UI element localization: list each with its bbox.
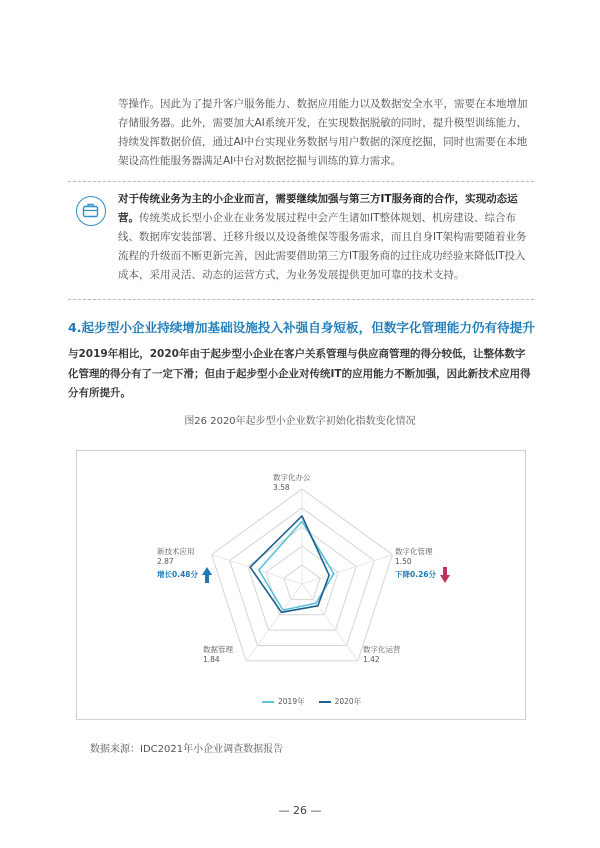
- data-source: 数据来源：IDC2021年小企业调查数据报告: [90, 744, 284, 755]
- axis-label-data: [203, 645, 233, 665]
- axis-value: 2.87: [157, 557, 174, 566]
- legend-label: 2020年: [334, 697, 362, 706]
- chart-legend: [262, 696, 361, 707]
- section-body: 与2019年相比，2020年由于起步型小企业在客户关系管理与供应商管理的得分较低，让整体数字化管理的得分有了一定下滑；但由于起步型小企业对传统IT的应用能力不断加强，因此新技术应用得分有所提升。: [68, 348, 531, 399]
- section-heading: 4.起步型小企业持续增加基础设施投入补强自身短板，但数字化管理能力仍有待提升: [68, 320, 535, 335]
- axis-name: 数字化管理: [395, 547, 433, 556]
- change-badge: 增长0.48分: [157, 570, 199, 579]
- radar-axis-line: [212, 555, 302, 584]
- axis-name: 数据管理: [203, 645, 233, 654]
- axis-name: 数字化办公: [273, 473, 311, 482]
- radar-series-2020: [250, 516, 329, 612]
- arrow-up-icon: [202, 567, 212, 583]
- axis-value: 1.50: [395, 557, 412, 566]
- radar-axis-line: [302, 555, 392, 584]
- intro-paragraph: 等操作。因此为了提升客户服务能力、数据应用能力以及数据安全水平，需要在本地增加存储服务器。此外，需要加大AI系统开发，在实现数据脱敏的同时，提升模型训练能力，持续发挥数据价值，通过AI中台实现业务数据与用户数据的深度挖掘，同时也需要在本地架设高性能服务器满足AI中台对数据挖掘与训练的算力需求。: [118, 98, 528, 167]
- axis-value: 3.58: [273, 483, 290, 492]
- legend-item-2019: [262, 696, 305, 707]
- axis-label-office: [273, 473, 311, 493]
- axis-label-operations: [363, 645, 401, 665]
- page-number: — 26 —: [278, 804, 322, 817]
- axis-name: 数字化运营: [363, 645, 401, 654]
- legend-swatch: [262, 701, 274, 703]
- axis-name: 新技术应用: [157, 547, 195, 556]
- change-badge: 下降0.26分: [395, 570, 437, 579]
- figure-title: 图26 2020年起步型小企业数字初始化指数变化情况: [184, 416, 416, 427]
- legend-item-2020: [319, 696, 362, 707]
- callout-top-divider: [68, 181, 534, 182]
- legend-label: 2019年: [278, 697, 305, 706]
- radar-chart: [76, 450, 526, 720]
- axis-label-newtech: [157, 547, 212, 583]
- radar-axis-line: [302, 584, 358, 661]
- callout-bold-text: 对于传统业务为主的小企业而言，需要继续加强与第三方IT服务商的合作，实现动态运营。: [118, 193, 518, 224]
- briefcase-icon: [76, 196, 106, 226]
- arrow-down-icon: [440, 567, 450, 583]
- callout-bottom-divider: [68, 299, 534, 300]
- callout-text: [118, 190, 528, 285]
- legend-swatch: [319, 701, 331, 703]
- axis-value: 1.42: [363, 655, 380, 664]
- axis-value: 1.84: [203, 655, 220, 664]
- callout-body-text: 传统类成长型小企业在业务发展过程中会产生诸如IT整体规划、机房建设、综合布线、数据库安装部署、迁移升级以及设备维保等服务需求，而且自身IT架构需要随着业务流程的升级而不断更新完善，因此需要借助第三方IT服务商的过往成功经验来降低IT投入成本，采用灵活、动态的运营方式，为业务发展提供更加可靠的技术支持。: [118, 212, 527, 281]
- axis-label-management: [395, 547, 450, 583]
